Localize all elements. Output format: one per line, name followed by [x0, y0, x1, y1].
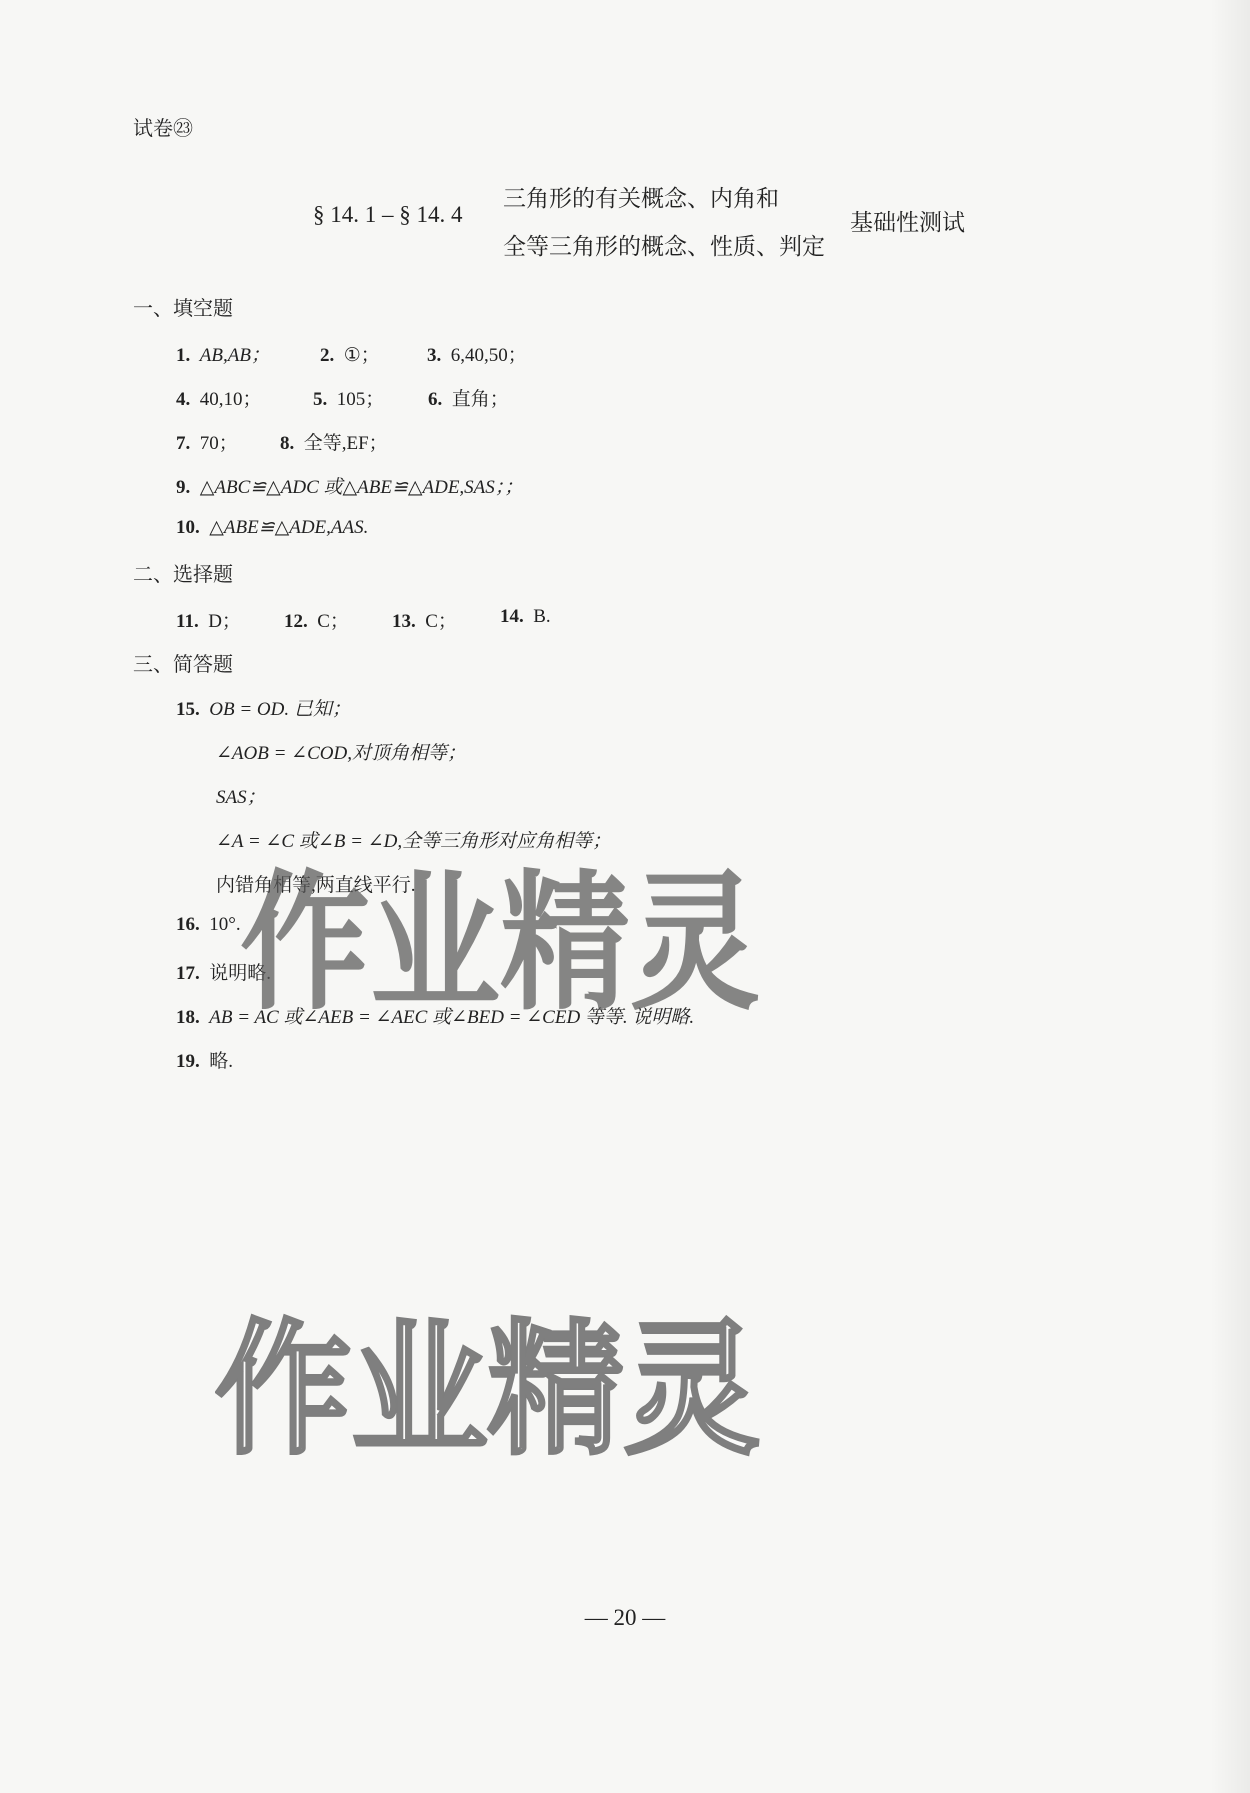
paper-label: 试卷㉓	[133, 116, 193, 140]
section-short-answer: 三、简答题	[133, 652, 233, 676]
answer-number: 5.	[313, 389, 328, 410]
answer-text: △ABE≌△ADE,AAS.	[209, 517, 369, 538]
answer-row	[500, 606, 551, 628]
answer-number: 7.	[176, 433, 191, 454]
answer-number: 1.	[176, 345, 191, 366]
answer-number: 10.	[176, 517, 200, 538]
answer-row	[176, 1046, 233, 1073]
answer-number: 13.	[392, 611, 416, 632]
answer-text: ①；	[343, 345, 380, 366]
answer-number: 19.	[176, 1051, 200, 1072]
answer-row	[176, 516, 368, 539]
answer-number: 18.	[176, 1007, 200, 1028]
answer-text: 全等,EF；	[303, 433, 388, 454]
answer-row	[284, 606, 349, 633]
section-fill-blank: 一、填空题	[133, 296, 233, 320]
answer-number: 9.	[176, 477, 191, 498]
answer-row	[392, 606, 457, 633]
title-line-2: 全等三角形的概念、性质、判定	[503, 234, 825, 260]
answer-text: △ABC≌△ADC 或△ABE≌△ADE,SAS；；	[199, 477, 524, 498]
page-number: — 20 —	[584, 1605, 666, 1630]
answer-number: 4.	[176, 389, 191, 410]
section-range: § 14. 1 – § 14. 4	[313, 202, 463, 227]
answer-text: B.	[533, 606, 551, 627]
answer-text: 70；	[199, 433, 238, 454]
watermark-text: 作业精灵	[240, 857, 760, 1031]
answer-text: 6,40,50；	[450, 345, 527, 366]
watermark-outline	[215, 1290, 775, 1480]
answer-row	[313, 384, 384, 411]
answer-row	[176, 472, 523, 499]
answer-number: 11.	[176, 611, 199, 632]
answer-row	[176, 428, 238, 455]
answer-number: 16.	[176, 914, 200, 935]
answer-row	[176, 694, 351, 721]
answer-row	[320, 340, 380, 367]
answer-continuation: SAS；	[216, 787, 266, 808]
answer-number: 17.	[176, 963, 200, 984]
answer-text: 10°.	[209, 914, 241, 935]
answer-row	[280, 428, 388, 455]
answer-text: AB = AC 或∠AEB = ∠AEC 或∠BED = ∠CED 等等. 说明略.	[209, 1007, 695, 1028]
answer-number: 8.	[280, 433, 295, 454]
watermark-outline-text: 作业精灵	[215, 1306, 760, 1475]
answer-text: D；	[208, 611, 241, 632]
answer-text: 40,10；	[199, 389, 262, 410]
answer-continuation: ∠AOB = ∠COD,对顶角相等；	[216, 743, 466, 764]
page-edge-shadow	[1210, 0, 1250, 1793]
answer-continuation: ∠A = ∠C 或∠B = ∠D,全等三角形对应角相等；	[216, 831, 612, 852]
answer-text: 105；	[336, 389, 385, 410]
answer-number: 14.	[500, 606, 524, 627]
answer-row	[428, 384, 509, 411]
test-type: 基础性测试	[850, 210, 965, 236]
answer-row	[176, 384, 262, 411]
answer-text: AB,AB；	[199, 345, 270, 366]
answer-number: 6.	[428, 389, 443, 410]
answer-text: OB = OD. 已知；	[209, 699, 351, 720]
title-line-1: 三角形的有关概念、内角和	[503, 186, 779, 212]
answer-number: 12.	[284, 611, 308, 632]
answer-text: 说明略.	[209, 963, 272, 984]
answer-number: 15.	[176, 699, 200, 720]
answer-text: 直角；	[451, 389, 509, 410]
answer-row	[176, 606, 241, 633]
answer-text: 略.	[209, 1051, 234, 1072]
answer-number: 2.	[320, 345, 335, 366]
watermark-solid	[240, 845, 780, 1035]
section-multiple-choice: 二、选择题	[133, 562, 233, 586]
answer-number: 3.	[427, 345, 442, 366]
answer-text: C；	[425, 611, 457, 632]
answer-row	[176, 340, 270, 367]
answer-row	[176, 914, 241, 936]
answer-continuation: 内错角相等,两直线平行.	[216, 875, 416, 896]
answer-row	[427, 340, 527, 367]
answer-text: C；	[317, 611, 349, 632]
